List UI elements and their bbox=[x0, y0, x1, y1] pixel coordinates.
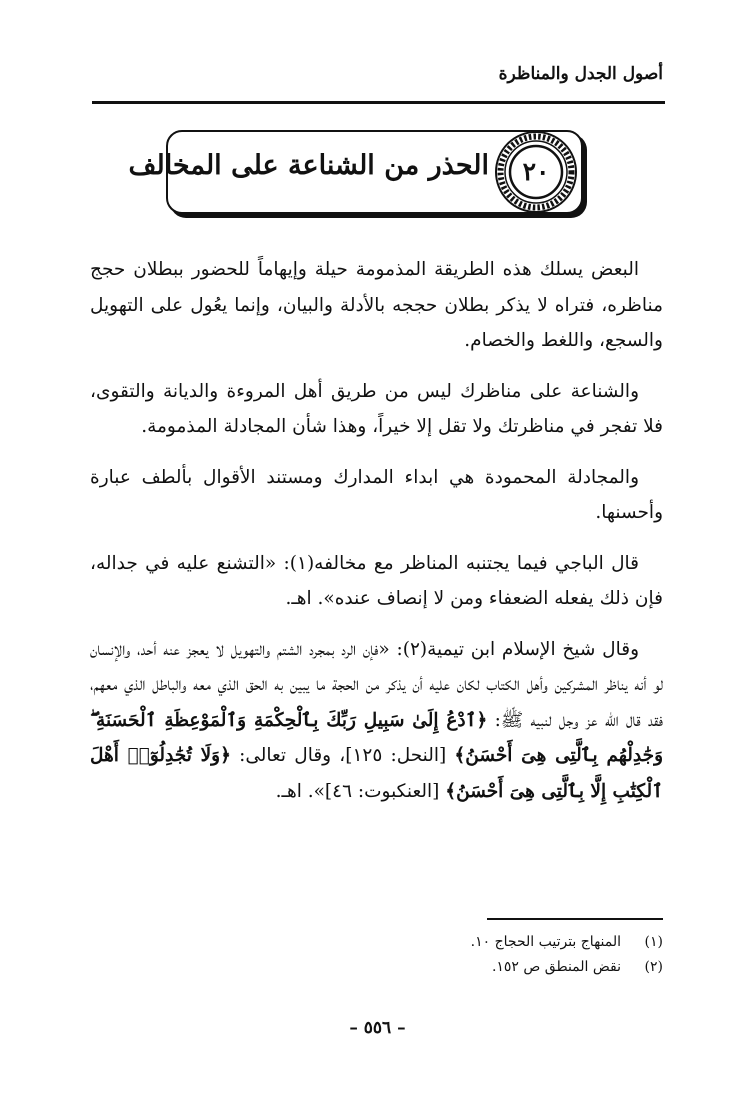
chapter-number-medallion bbox=[493, 129, 579, 215]
verse-reference: [النحل: ١٢٥]، وقال تعالى: bbox=[230, 745, 455, 766]
footnote bbox=[90, 930, 663, 955]
footnote-number: (٢) bbox=[644, 959, 663, 975]
chapter-heading-box bbox=[128, 130, 583, 214]
body-text bbox=[90, 252, 663, 809]
paragraph: والمجادلة المحمودة هي ابداء المدارك ومستند الأقوال بألطف عبارة وأحسنها. bbox=[90, 466, 663, 523]
verse-reference: [العنكبوت: ٤٦]». اهـ. bbox=[275, 780, 446, 802]
chapter-title: الحذر من الشناعة على المخالف bbox=[128, 150, 489, 181]
quran-verse: ﴿ٱدْعُ إِلَىٰ سَبِيلِ رَبِّكَ بِٱلْحِكْمَةِ وَٱلْمَوْعِظَةِ ٱلْحَسَنَةِ ۖ وَجَٰدِلْهُم بِٱلَّتِى هِىَ أَحْسَنُ﴾ bbox=[90, 709, 663, 766]
footnote bbox=[90, 955, 663, 980]
chapter-number: ٢٠ bbox=[522, 157, 550, 186]
header-rule bbox=[92, 101, 665, 104]
paragraph: والشناعة على مناظرك ليس من طريق أهل المروءة والديانة والتقوى، فلا تفجر في مناظرتك ولا تقل إلا خيراً، وهذا شأن المجادلة المذمومة. bbox=[90, 380, 663, 437]
page-number: – ٥٥٦ – bbox=[349, 1018, 406, 1038]
quote-intro: وقال شيخ الإسلام ابن تيمية(٢): «فإن الرد بمجرد الشتم والتهويل لا يعجز عنه أحد، والإنسان لو أنه يناظر المشركين وأهل الكتاب لكان عليه أن يذكر من الحجة ما يبين به الحق الذي معه والباطل الذي معهم، فقد قال الله عز وجل لنبيه ﷺ: bbox=[90, 638, 663, 731]
quran-verse: ﴿وَلَا تُجَٰدِلُوٓا۟ أَهْلَ ٱلْكِتَٰبِ إِلَّا بِٱلَّتِى هِىَ أَحْسَنُ﴾ bbox=[90, 745, 663, 802]
running-header: أصول الجدل والمناظرة bbox=[498, 64, 663, 84]
paragraph: البعض يسلك هذه الطريقة المذمومة حيلة وإيهاماً للحضور ببطلان حجج مناظره، فتراه لا يذكر بطلان حججه بالأدلة والبيان، وإنما يعُول على التهويل والسجع، واللغط والخصام. bbox=[90, 259, 663, 351]
paragraph-ibn-taymiyyah bbox=[90, 632, 663, 810]
footnote-text: نقض المنطق ص ١٥٢. bbox=[491, 959, 621, 975]
footnotes bbox=[90, 930, 663, 980]
footnote-rule bbox=[487, 918, 663, 920]
footnote-number: (١) bbox=[644, 934, 663, 950]
footnote-text: المنهاج بترتيب الحجاج ١٠. bbox=[470, 934, 621, 950]
paragraph: قال الباجي فيما يجتنبه المناظر مع مخالفه(١): «التشنع عليه في جداله، فإن ذلك يفعله الضعفاء ومن لا إنصاف عنده». اهـ. bbox=[90, 552, 663, 609]
